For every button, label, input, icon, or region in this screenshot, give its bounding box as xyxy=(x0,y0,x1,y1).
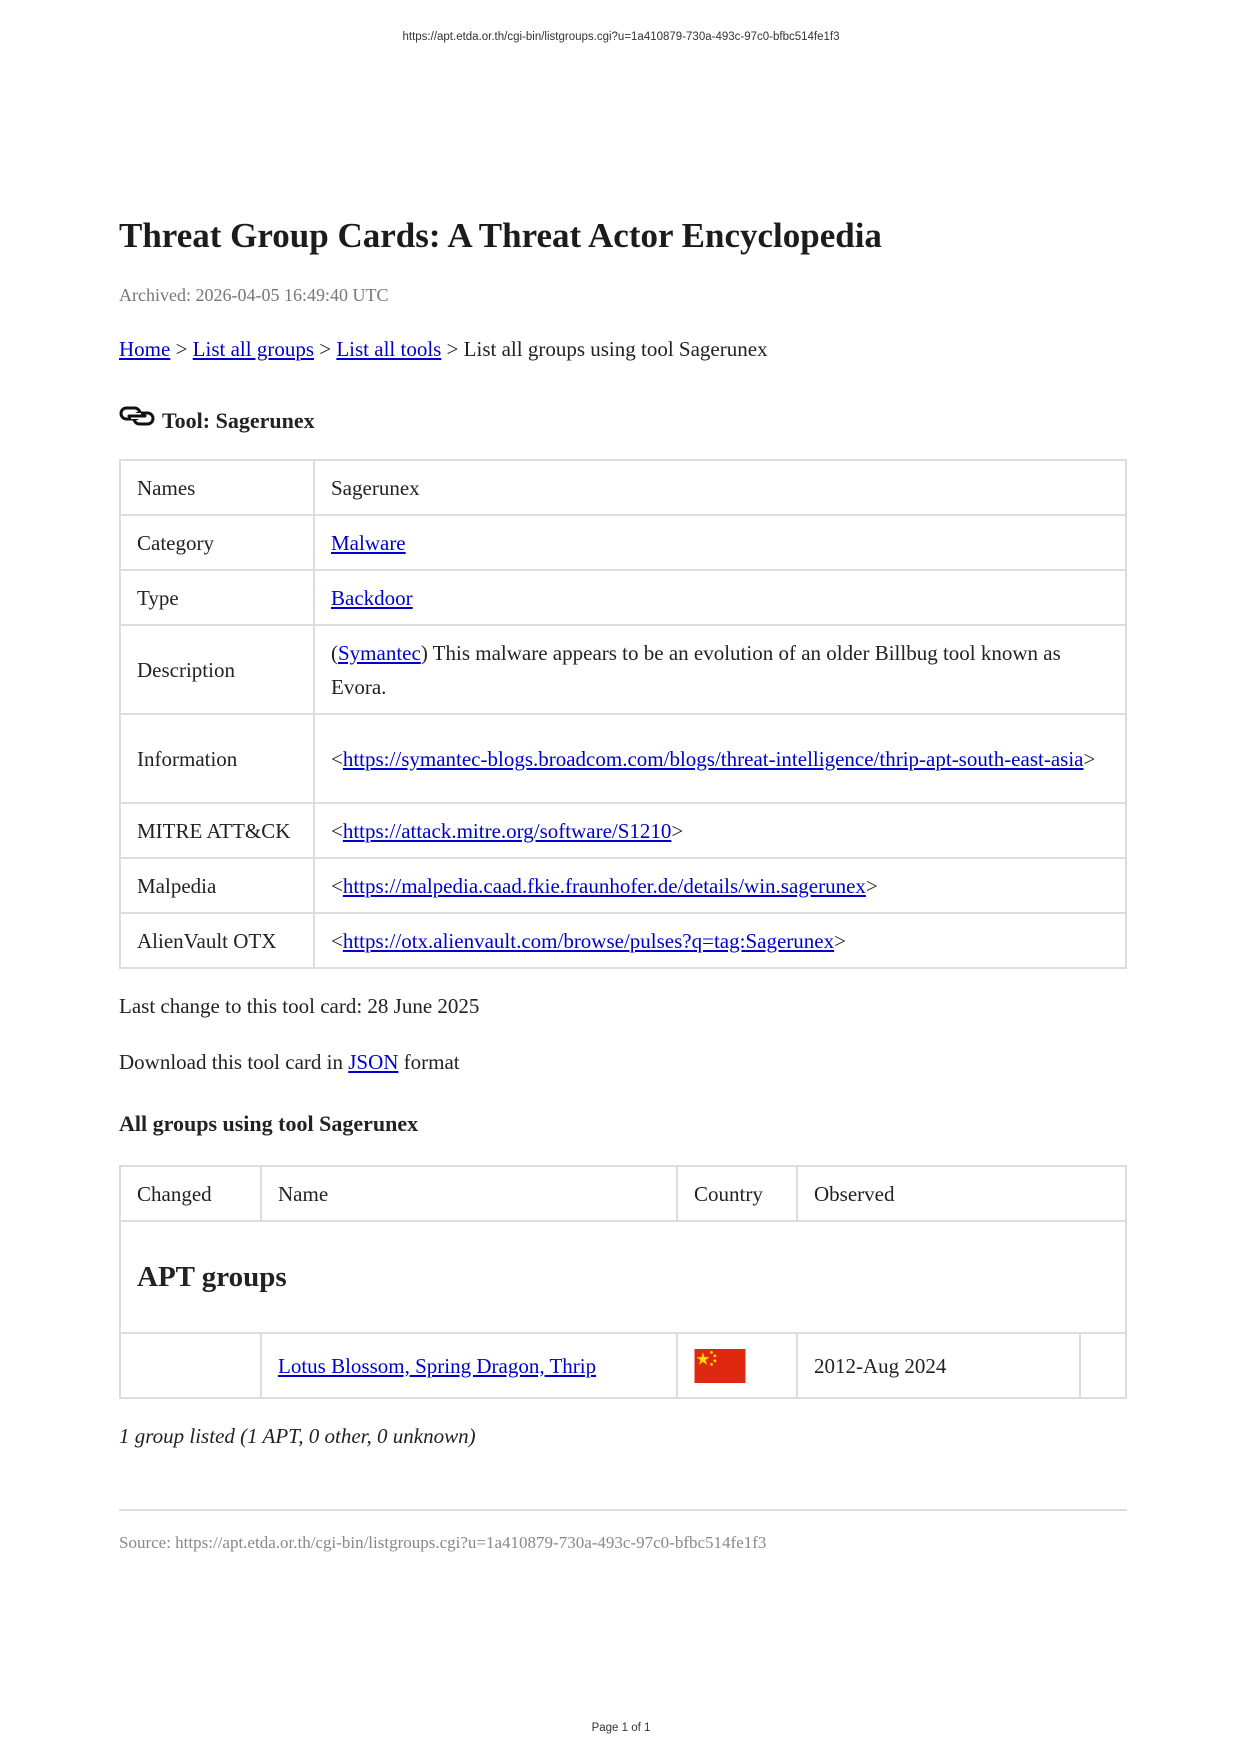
column-header-observed: Observed xyxy=(797,1166,1126,1221)
download-json-link[interactable]: JSON xyxy=(348,1050,399,1074)
mitre-link[interactable]: https://attack.mitre.org/software/S1210 xyxy=(342,818,672,843)
tool-row-names xyxy=(120,460,1126,515)
column-header-changed: Changed xyxy=(120,1166,261,1221)
category-malware-link[interactable]: Malware xyxy=(331,530,406,555)
tool-row-alienvault xyxy=(120,913,1126,968)
row-label: Category xyxy=(120,515,314,570)
breadcrumb-home-link[interactable]: Home xyxy=(119,337,171,361)
group-name-link[interactable]: Lotus Blossom, Spring Dragon, Thrip xyxy=(278,1353,597,1378)
alienvault-link[interactable]: https://otx.alienvault.com/browse/pulses?q=tag:Sagerunex xyxy=(342,928,835,953)
alienvault-value xyxy=(314,913,1126,968)
row-label: Information xyxy=(120,714,314,803)
column-header-country: Country xyxy=(677,1166,797,1221)
angle-open: < xyxy=(331,746,343,771)
angle-open: < xyxy=(331,818,343,843)
section-heading-apt-groups: APT groups xyxy=(120,1221,1126,1333)
breadcrumb-list-groups-link[interactable]: List all groups xyxy=(192,337,314,361)
row-label: MITRE ATT&CK xyxy=(120,803,314,858)
print-header-url: https://apt.etda.or.th/cgi-bin/listgroups.cgi?u=1a410879-730a-493c-97c0-bfbc514fe1f3 xyxy=(402,31,840,43)
description-value xyxy=(314,625,1126,714)
groups-header-row xyxy=(120,1166,1126,1221)
type-backdoor-link[interactable]: Backdoor xyxy=(331,585,413,610)
tool-row-information xyxy=(120,714,1126,803)
angle-close: > xyxy=(865,873,878,898)
type-value xyxy=(314,570,1126,625)
row-label: Names xyxy=(120,460,314,515)
description-source-link[interactable]: Symantec xyxy=(338,640,421,665)
tool-info-table xyxy=(119,459,1127,969)
link-icon xyxy=(119,404,155,428)
groups-table xyxy=(119,1165,1127,1399)
category-value xyxy=(314,515,1126,570)
tool-row-type xyxy=(120,570,1126,625)
row-label: Malpedia xyxy=(120,858,314,913)
divider xyxy=(119,1509,1127,1511)
angle-close: > xyxy=(834,928,846,953)
tool-row-malpedia xyxy=(120,858,1126,913)
row-label: Type xyxy=(120,570,314,625)
table-row xyxy=(120,1333,1126,1398)
changed-cell xyxy=(120,1333,261,1398)
information-link[interactable]: https://symantec-blogs.broadcom.com/blogs/threat-intelligence/thrip-apt-south-east-asia xyxy=(342,746,1084,771)
archived-timestamp: Archived: 2026-04-05 16:49:40 UTC xyxy=(119,285,389,305)
page-content xyxy=(119,210,1127,1555)
download-line xyxy=(119,1047,1127,1077)
breadcrumb-separator: > xyxy=(314,337,337,361)
names-value: Sagerunex xyxy=(314,460,1126,515)
angle-open: < xyxy=(331,928,343,953)
last-change-text: Last change to this tool card: 28 June 2025 xyxy=(119,994,480,1018)
malpedia-link[interactable]: https://malpedia.caad.fkie.fraunhofer.de/details/win.sagerunex xyxy=(342,873,866,898)
country-cell xyxy=(677,1333,797,1398)
section-row xyxy=(120,1221,1126,1333)
information-value xyxy=(314,714,1126,803)
groups-summary: 1 group listed (1 APT, 0 other, 0 unknown) xyxy=(119,1424,476,1448)
observed-cell: 2012-Aug 2024 xyxy=(797,1333,1080,1398)
angle-close: > xyxy=(671,818,684,843)
tool-heading-text: Tool: Sagerunex xyxy=(162,408,315,433)
angle-open: < xyxy=(331,873,343,898)
tool-row-description xyxy=(120,625,1126,714)
china-flag-icon xyxy=(694,1349,746,1383)
download-text-before: Download this tool card in xyxy=(119,1050,349,1074)
tool-row-category xyxy=(120,515,1126,570)
mitre-value xyxy=(314,803,1126,858)
breadcrumb-current: > List all groups using tool Sagerunex xyxy=(441,337,768,361)
breadcrumb xyxy=(119,334,1127,364)
column-header-name: Name xyxy=(261,1166,677,1221)
download-text-after: format xyxy=(398,1050,460,1074)
description-text: ) This malware appears to be an evolution of an older Billbug tool known as Evora. xyxy=(331,640,1061,699)
malpedia-value xyxy=(314,858,1126,913)
page-title: Threat Group Cards: A Threat Actor Encyclopedia xyxy=(119,216,882,255)
row-label: Description xyxy=(120,625,314,714)
row-label: AlienVault OTX xyxy=(120,913,314,968)
page-number: Page 1 of 1 xyxy=(591,1722,651,1734)
breadcrumb-separator: > xyxy=(170,337,193,361)
trailing-cell xyxy=(1080,1333,1126,1398)
tool-row-mitre xyxy=(120,803,1126,858)
group-name-cell xyxy=(261,1333,677,1398)
description-open-paren: ( xyxy=(331,640,338,665)
breadcrumb-list-tools-link[interactable]: List all tools xyxy=(336,337,442,361)
source-url: Source: https://apt.etda.or.th/cgi-bin/listgroups.cgi?u=1a410879-730a-493c-97c0-bfbc514fe1f3 xyxy=(119,1533,767,1552)
tool-heading xyxy=(119,404,1127,436)
groups-heading: All groups using tool Sagerunex xyxy=(119,1111,419,1136)
angle-close: > xyxy=(1083,746,1096,771)
